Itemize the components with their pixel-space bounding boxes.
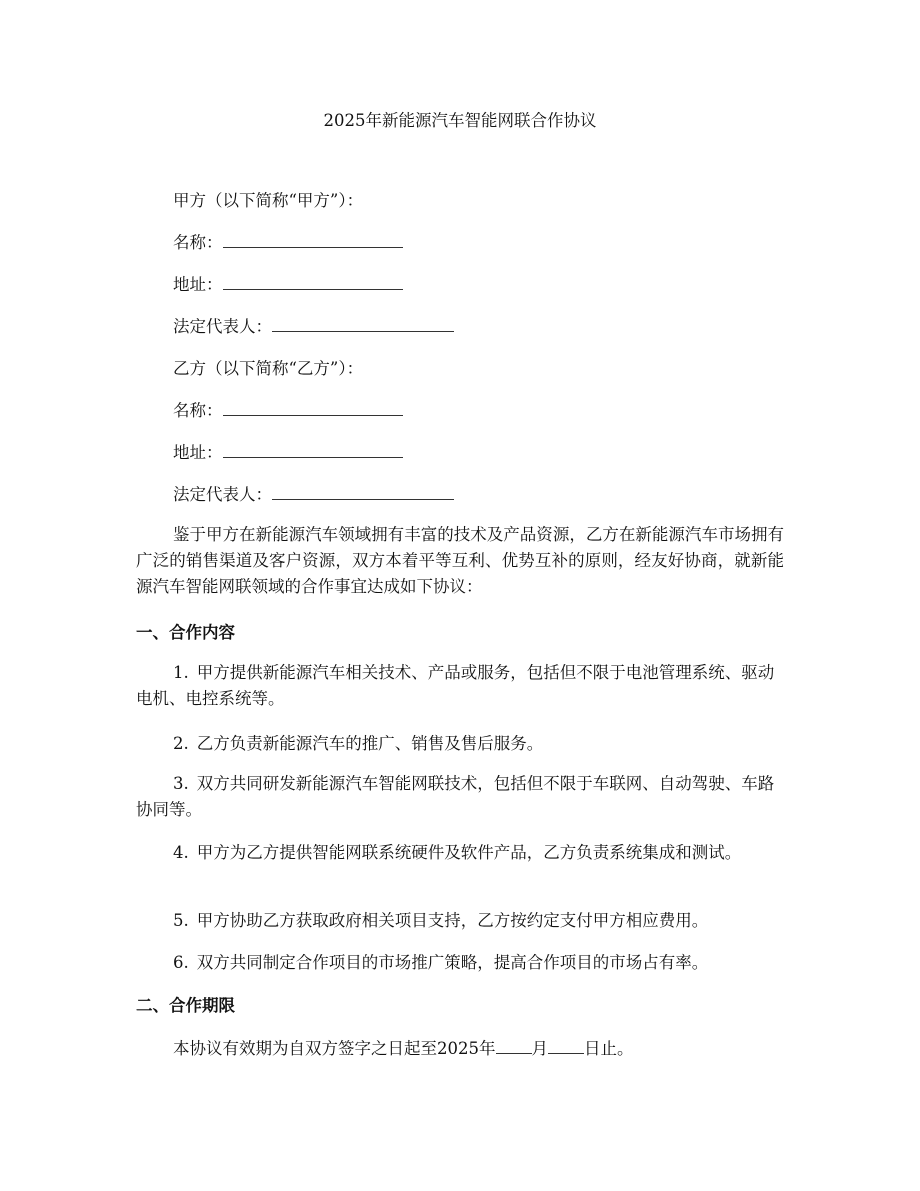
list-item [136,660,784,712]
item-text: 甲方协助乙方获取政府相关项目支持，乙方按约定支付甲方相应费用。 [196,911,709,930]
section-1-heading: 一、合作内容 [136,623,235,642]
party-a-name-row [173,233,403,253]
document-title: 2025年新能源汽车智能网联合作协议 [323,111,597,130]
day-field[interactable] [548,1039,584,1054]
item-number: 2. [173,734,189,753]
party-b-address-field[interactable] [223,443,403,458]
item-number: 5. [173,911,189,930]
day-unit: 日止。 [584,1039,634,1058]
item-number: 4. [173,843,189,862]
party-b-header: 乙方（以下简称“乙方”）： [173,359,364,378]
term-text: 本协议有效期为自双方签字之日起至2025年 [173,1039,496,1058]
term-sentence [173,1039,634,1059]
month-unit: 月 [531,1039,548,1058]
item-text: 甲方为乙方提供智能网联系统硬件及软件产品，乙方负责系统集成和测试。 [196,843,742,862]
party-a-address-field[interactable] [223,275,403,290]
party-b-name-row [173,401,403,421]
party-a-header: 甲方（以下简称“甲方”）： [173,191,364,210]
item-number: 1. [173,663,189,682]
item-number: 3. [173,774,189,793]
party-a-rep-row [173,317,454,337]
party-a-name-label: 名称： [173,233,223,252]
section-2-heading: 二、合作期限 [136,996,235,1015]
party-b-rep-row [173,485,454,505]
item-number: 6. [173,953,189,972]
list-item [136,731,784,757]
list-item [136,950,784,976]
item-text: 甲方提供新能源汽车相关技术、产品或服务，包括但不限于电池管理系统、驱动电机、电控系统等。 [136,663,775,708]
item-text: 双方共同制定合作项目的市场推广策略，提高合作项目的市场占有率。 [196,953,709,972]
party-b-rep-label: 法定代表人： [173,485,272,504]
party-a-name-field[interactable] [223,233,403,248]
month-field[interactable] [496,1039,532,1054]
list-item [136,771,784,823]
item-text: 乙方负责新能源汽车的推广、销售及售后服务。 [196,734,544,753]
party-b-address-label: 地址： [173,443,223,462]
preamble-paragraph: 鉴于甲方在新能源汽车领域拥有丰富的技术及产品资源，乙方在新能源汽车市场拥有广泛的销售渠道及客户资源，双方本着平等互利、优势互补的原则，经友好协商，就新能源汽车智能网联领域的合作事宜达成如下协议： [136,525,784,596]
party-b-name-field[interactable] [223,401,403,416]
party-b-rep-field[interactable] [272,485,454,500]
list-item [136,908,784,934]
list-item [136,840,784,866]
party-a-address-label: 地址： [173,275,223,294]
party-b-name-label: 名称： [173,401,223,420]
party-a-address-row [173,275,403,295]
item-text: 双方共同研发新能源汽车智能网联技术，包括但不限于车联网、自动驾驶、车路协同等。 [136,774,775,819]
party-a-rep-field[interactable] [272,317,454,332]
party-b-address-row [173,443,403,463]
party-a-rep-label: 法定代表人： [173,317,272,336]
